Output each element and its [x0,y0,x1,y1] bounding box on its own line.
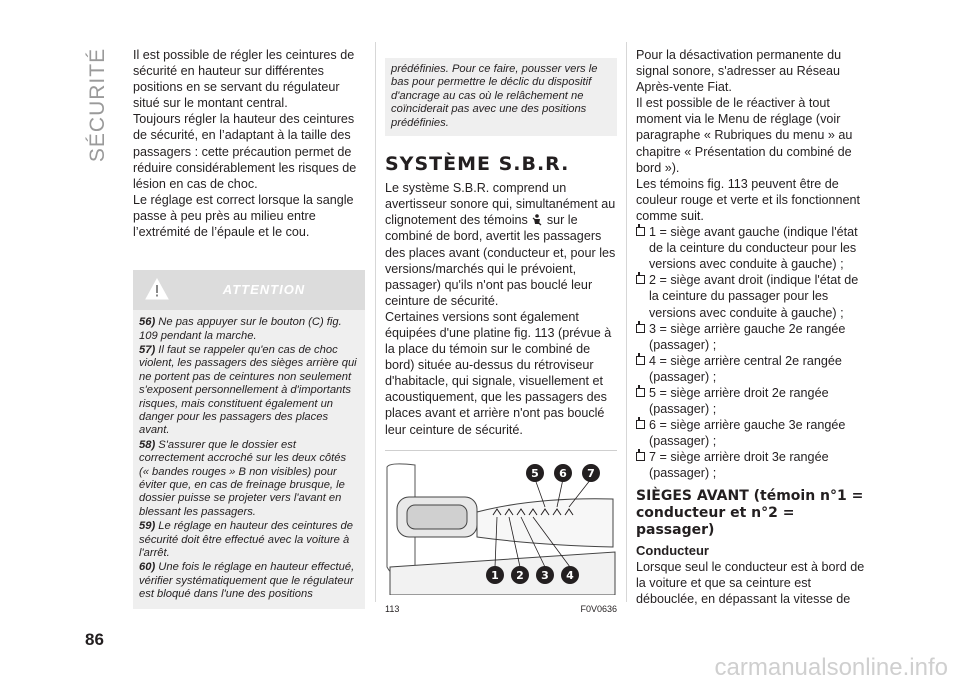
column-3 [636,47,870,607]
list-item: 4 = siège arrière central 2e rangée (passager) ; [636,353,870,385]
watermark: carmanualsonline.info [714,654,948,681]
callout-3: 3 [541,568,549,582]
callout-5: 5 [531,466,539,480]
callout-1: 1 [491,568,499,582]
paragraph: Lorsque seul le conducteur est à bord de la voiture et que sa ceinture est débouclée, en dépassant la vitesse de [636,559,865,606]
list-item: 3 = siège arrière gauche 2e rangée (passager) ; [636,321,870,353]
bullet-icon [636,388,645,397]
list-item: 1 = siège avant gauche (indique l'état de la ceinture du conducteur pour les versions avec conduite à gauche) ; [636,224,870,272]
figure-113 [385,450,617,617]
paragraph: Toujours régler la hauteur des ceintures de sécurité, en l’adaptant à la taille des passagers : cette précaution permet de réduire considérablement les risques de lésion en cas de choc. [133,112,357,191]
bullet-icon [636,452,645,461]
warning-header [133,270,365,310]
paragraph: Le système S.B.R. comprend un avertisseur sonore qui, simultanément au clignotement des témoins sur le combiné de bord, avertit les passagers des places avant (conducteur et, pour les versions/marchés qui le prévoient, passager) qu'ils n'ont pas bouclé leur ceinture de sécurité. [385,181,616,308]
warning-triangle-icon [145,278,169,300]
bullet-icon [636,356,645,365]
paragraph: Il est possible de régler les ceintures de sécurité en hauteur sur différentes positions en se servant du régulateur situé sur le montant central. [133,48,355,111]
warning-item: 58) S'assurer que le dossier est correctement accroché sur les deux côtés (« bandes rouges » B non visibles) pour éviter que, en cas de freinage brusque, le dossier puisse se projeter vers l'avant en blessant les passagers. [139,438,347,518]
paragraph: Le réglage est correct lorsque la sangle passe à peu près au milieu entre l’extrémité de l’épaule et le cou. [133,192,354,240]
callout-4: 4 [566,568,574,582]
seatbelt-warning-icon [531,214,543,226]
warning-item: 59) Le réglage en hauteur des ceintures de sécurité doit être effectué avec la voiture à l'arrêt. [139,520,353,560]
warning-continuation: prédéfinies. Pour ce faire, pousser vers le bas pour permettre le déclic du dispositif d'ancrage au cas où le relâchement ne coïnciderait pas avec une des positions prédéfinies. [385,58,617,136]
column-1 [133,47,365,609]
paragraph: Pour la désactivation permanente du signal sonore, s'adresser au Réseau Après-vente Fiat. [636,48,842,95]
list-item: 7 = siège arrière droit 3e rangée (passager) ; [636,449,870,481]
list-item: 6 = siège arrière gauche 3e rangée (passager) ; [636,417,870,449]
bullet-icon [636,227,645,236]
warning-item: 57) Il faut se rappeler qu'en cas de choc violent, les passagers des sièges arrière qui ne portent pas de ceintures non seulement s'exposent personnellement à d'importants risques, mais constituent également un danger pour les passagers des places avant. [139,343,357,437]
column-separator [375,42,376,602]
paragraph: Certaines versions sont également équipées d'une platine fig. 113 (prévue à la place du témoin sur le combiné de bord) située au-dessus du rétroviseur d'habitacle, qui signale, visuellement et acoustiquement, que les passagers des places avant et arrière n'ont pas bouclé leur ceinture de sécurité. [385,309,612,437]
column-separator [626,42,627,602]
warning-title: ATTENTION [222,282,306,298]
warning-item: 60) Une fois le réglage en hauteur effectué, vérifier systématiquement que le régulateur est bloqué dans l'une des positions [139,561,355,601]
warning-item: 56) Ne pas appuyer sur le bouton (C) fig. 109 pendant la marche. [139,316,342,342]
column-2 [385,58,617,617]
section-heading: SYSTÈME S.B.R. [385,153,570,176]
subsection-heading: SIÈGES AVANT (témoin n°1 = conducteur et n°2 = passager) [636,487,864,538]
warning-body [133,310,365,609]
paragraph: Les témoins fig. 113 peuvent être de couleur rouge et verte et ils fonctionnent comme suit. [636,176,861,223]
callout-2: 2 [516,568,524,582]
bullet-icon [636,420,645,429]
figure-number: 113 [385,603,400,614]
section-tab [86,40,110,170]
list-item: 2 = siège avant droit (indique l'état de la ceinture du passager pour les versions avec conduite à gauche) ; [636,272,870,320]
callout-7: 7 [587,466,595,480]
subsection-subheading: Conducteur [636,542,709,558]
figure-code: F0V0636 [580,603,617,614]
callout-6: 6 [559,466,567,480]
bullet-icon [636,275,645,284]
list-item: 5 = siège arrière droit 2e rangée (passager) ; [636,385,870,417]
section-label: SÉCURITÉ [86,47,109,163]
paragraph: Il est possible de le réactiver à tout moment via le Menu de réglage (voir paragraphe « Rubriques du menu » au chapitre « Présentation du combiné de bord »). [636,96,853,175]
bullet-icon [636,324,645,333]
page-number: 86 [85,630,104,649]
sbr-panel-illustration [385,457,617,595]
